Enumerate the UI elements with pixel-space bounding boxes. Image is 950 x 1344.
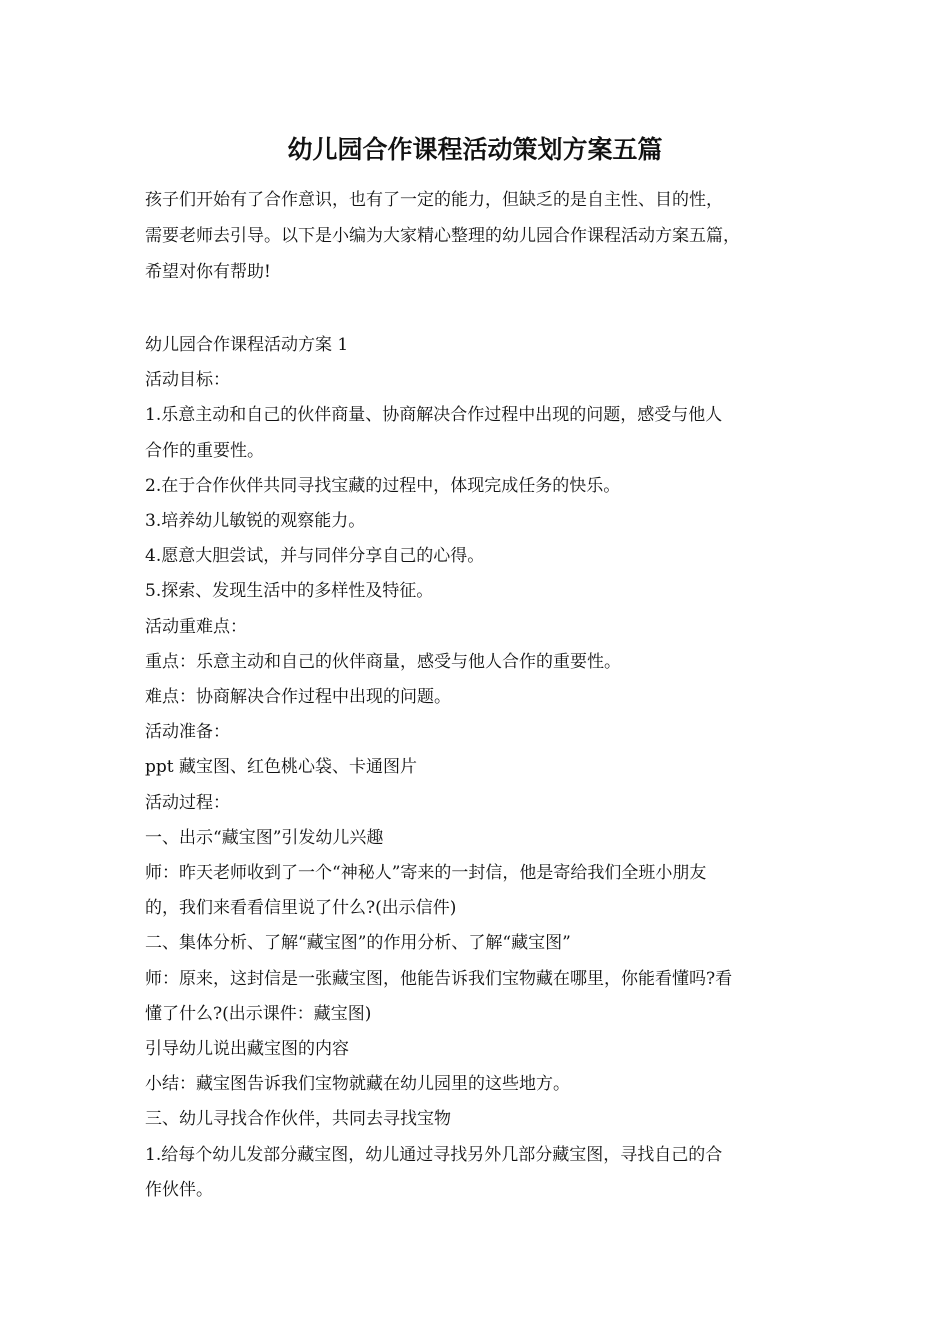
text-line: 3.培养幼儿敏锐的观察能力。 (145, 511, 366, 532)
subheading: 活动目标： (145, 370, 230, 391)
text-line: 合作的重要性。 (145, 440, 264, 461)
subheading: 活动准备： (145, 722, 230, 743)
text-line: 一、出示“藏宝图”引发幼儿兴趣 (145, 827, 384, 848)
intro-paragraph (145, 182, 815, 290)
text-line: 1.给每个幼儿发部分藏宝图，幼儿通过寻找另外几部分藏宝图，寻找自己的合 (145, 1144, 723, 1165)
text-line: 二、集体分析、了解“藏宝图”的作用分析、了解“藏宝图” (145, 933, 571, 954)
subheading: 活动过程： (145, 792, 230, 813)
text-line: 懂了什么?(出示课件：藏宝图) (145, 1003, 372, 1024)
text-line: 5.探索、发现生活中的多样性及特征。 (145, 581, 434, 602)
text-line: 重点：乐意主动和自己的伙伴商量，感受与他人合作的重要性。 (145, 651, 621, 672)
text-line: 三、幼儿寻找合作伙伴，共同去寻找宝物 (145, 1109, 451, 1130)
intro-line: 孩子们开始有了合作意识，也有了一定的能力，但缺乏的是自主性、目的性， (145, 190, 723, 210)
text-line: 师：昨天老师收到了一个“神秘人”寄来的一封信，他是寄给我们全班小朋友 (145, 863, 707, 884)
plan-body (145, 328, 815, 1208)
subheading: 活动重难点： (145, 616, 247, 637)
text-line: 2.在于合作伙伴共同寻找宝藏的过程中，体现完成任务的快乐。 (145, 475, 621, 496)
text-line: 引导幼儿说出藏宝图的内容 (145, 1039, 349, 1060)
text-line: 的，我们来看看信里说了什么?(出示信件) (145, 898, 457, 919)
text-line: ppt 藏宝图、红色桃心袋、卡通图片 (145, 757, 417, 778)
text-line: 4.愿意大胆尝试，并与同伴分享自己的心得。 (145, 546, 485, 567)
section-heading: 幼儿园合作课程活动方案 1 (145, 335, 349, 355)
text-line: 难点：协商解决合作过程中出现的问题。 (145, 687, 451, 708)
page-title: 幼儿园合作课程活动策划方案五篇 (287, 135, 663, 164)
text-line: 作伙伴。 (145, 1179, 213, 1200)
text-line: 小结：藏宝图告诉我们宝物就藏在幼儿园里的这些地方。 (145, 1074, 570, 1095)
intro-line: 希望对你有帮助! (145, 262, 271, 282)
intro-line: 需要老师去引导。以下是小编为大家精心整理的幼儿园合作课程活动方案五篇， (145, 226, 740, 246)
text-line: 1.乐意主动和自己的伙伴商量、协商解决合作过程中出现的问题，感受与他人 (145, 405, 723, 426)
text-line: 师：原来，这封信是一张藏宝图，他能告诉我们宝物藏在哪里，你能看懂吗?看 (145, 968, 733, 989)
